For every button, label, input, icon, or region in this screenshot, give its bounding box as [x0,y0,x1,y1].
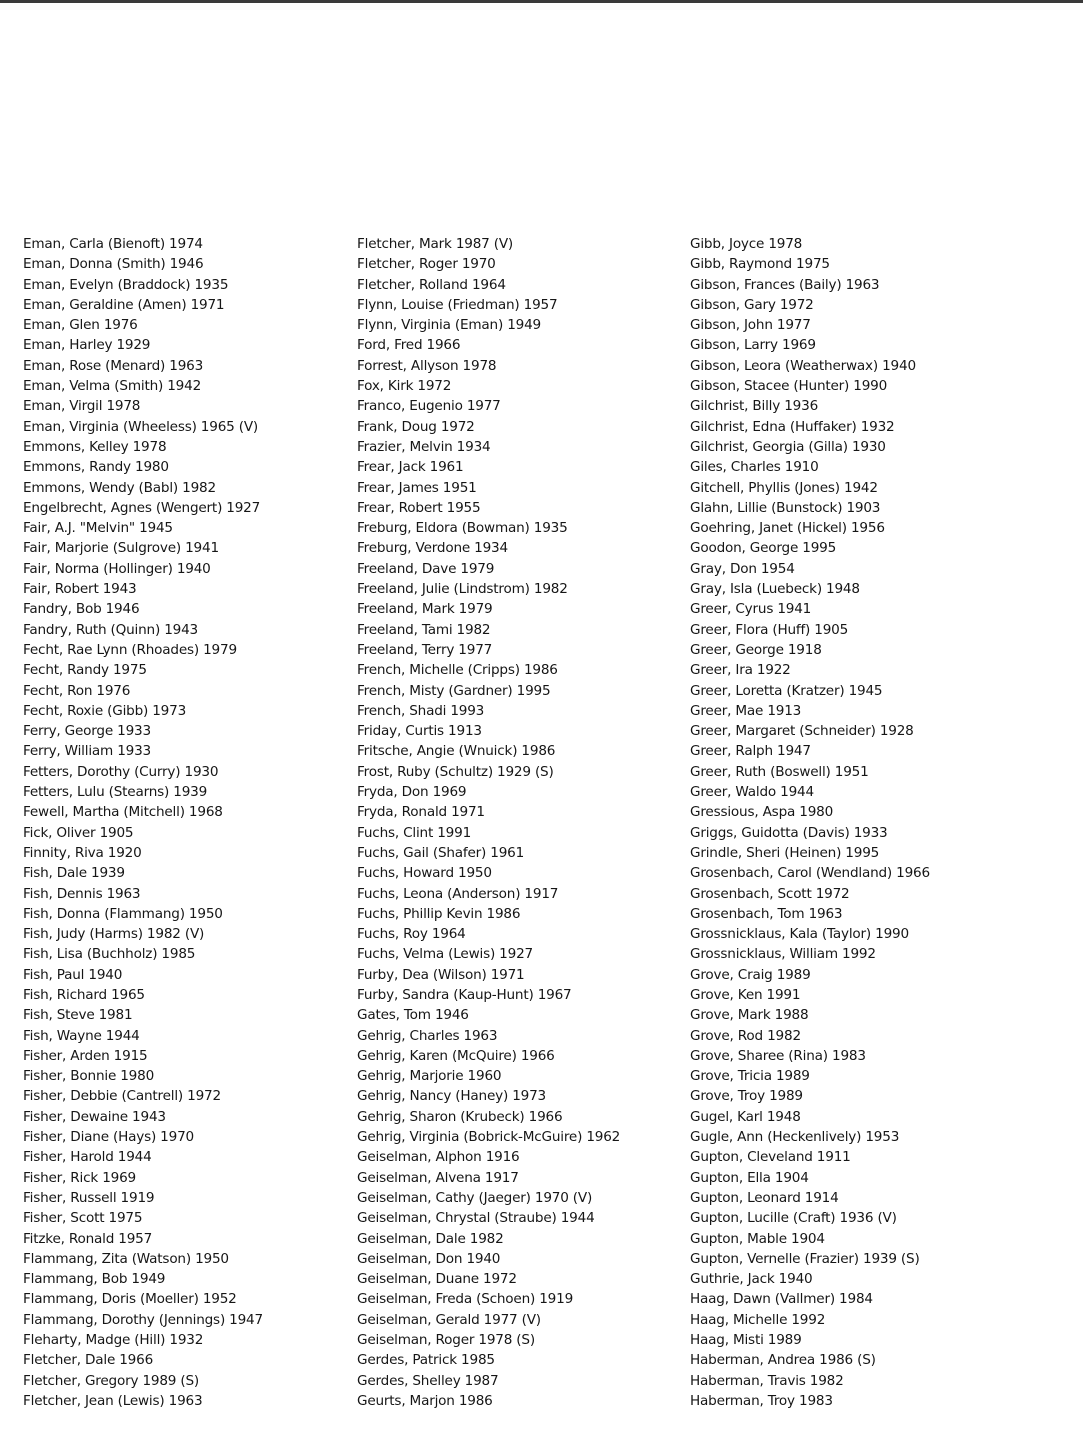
name-entry: French, Shadi 1993 [357,702,485,719]
name-entry: Fisher, Russell 1919 [23,1189,155,1206]
name-entry: Frear, James 1951 [357,479,477,496]
name-entry: Fletcher, Jean (Lewis) 1963 [23,1392,203,1409]
name-entry: Gibson, Stacee (Hunter) 1990 [690,378,888,395]
name-entry: Flynn, Louise (Friedman) 1957 [357,296,558,313]
name-entry: Eman, Carla (Bienoft) 1974 [23,236,203,252]
name-entry: Fish, Steve 1981 [23,1007,133,1024]
name-entry: Eman, Donna (Smith) 1946 [23,256,204,273]
name-entry: Fisher, Arden 1915 [23,1047,148,1064]
name-entry: Fryda, Don 1969 [357,784,467,801]
name-entry: Grosenbach, Tom 1963 [690,905,843,922]
name-entry: Grossnicklaus, Kala (Taylor) 1990 [690,926,909,943]
name-entry: Fewell, Martha (Mitchell) 1968 [23,804,223,821]
name-entry: Griggs, Guidotta (Davis) 1933 [690,824,888,841]
name-entry: Fecht, Rae Lynn (Rhoades) 1979 [23,641,237,658]
name-entry: Gibson, Frances (Baily) 1963 [690,276,880,293]
name-entry: Grosenbach, Carol (Wendland) 1966 [690,865,930,882]
name-entry: Emmons, Kelley 1978 [23,438,167,455]
name-entry: Geurts, Marjon 1986 [357,1392,493,1409]
name-entry: Fletcher, Mark 1987 (V) [357,236,514,252]
name-entry: Freeland, Terry 1977 [357,641,493,658]
name-entry: Fletcher, Gregory 1989 (S) [23,1372,200,1389]
name-entry: Giles, Charles 1910 [690,459,819,476]
name-entry: Geiselman, Chrystal (Straube) 1944 [357,1210,595,1227]
name-entry: Gugle, Ann (Heckenlively) 1953 [690,1129,900,1146]
name-entry: Gates, Tom 1946 [357,1007,469,1024]
name-entry: Greer, Loretta (Kratzer) 1945 [690,682,883,699]
name-entry: Haag, Dawn (Vallmer) 1984 [690,1291,873,1308]
name-column-2 [357,234,620,1411]
name-entry: Gehrig, Marjorie 1960 [357,1068,502,1085]
name-entry: Fecht, Roxie (Gibb) 1973 [23,702,187,719]
name-entry: Geiselman, Dale 1982 [357,1230,504,1247]
name-entry: Grove, Troy 1989 [690,1088,803,1105]
name-entry: Fuchs, Howard 1950 [357,865,492,882]
name-entry: French, Michelle (Cripps) 1986 [357,662,558,679]
name-entry: Gugel, Karl 1948 [690,1108,801,1125]
name-entry: Geiselman, Roger 1978 (S) [357,1332,535,1349]
name-entry: Greer, Ruth (Boswell) 1951 [690,763,869,780]
name-entry: Gray, Isla (Luebeck) 1948 [690,581,860,598]
name-entry: Fuchs, Roy 1964 [357,926,466,943]
name-entry: Guthrie, Jack 1940 [690,1271,813,1288]
name-entry: Freeland, Mark 1979 [357,601,493,618]
name-entry: Gupton, Mable 1904 [690,1230,825,1247]
name-entry: Engelbrecht, Agnes (Wengert) 1927 [23,499,261,516]
name-entry: Grove, Ken 1991 [690,986,801,1003]
name-entry: Frazier, Melvin 1934 [357,438,491,455]
name-entry: Forrest, Allyson 1978 [357,357,497,374]
name-entry: Fryda, Ronald 1971 [357,804,485,821]
name-entry: Geiselman, Freda (Schoen) 1919 [357,1291,574,1308]
name-entry: Eman, Virginia (Wheeless) 1965 (V) [23,418,259,435]
name-entry: Fandry, Ruth (Quinn) 1943 [23,621,198,638]
name-entry: Gibson, John 1977 [690,317,811,334]
name-entry: Fitzke, Ronald 1957 [23,1230,153,1247]
name-entry: Greer, George 1918 [690,641,822,658]
name-entry: Haag, Michelle 1992 [690,1311,826,1328]
name-entry: Flammang, Bob 1949 [23,1271,166,1288]
name-entry: Gilchrist, Billy 1936 [690,398,819,415]
name-entry: Emmons, Wendy (Babl) 1982 [23,479,216,496]
name-entry: Gilchrist, Georgia (Gilla) 1930 [690,438,886,455]
name-entry: Frank, Doug 1972 [357,418,475,435]
name-entry: Gerdes, Shelley 1987 [357,1372,499,1389]
name-entry: Freeland, Tami 1982 [357,621,491,638]
name-entry: Eman, Rose (Menard) 1963 [23,357,204,374]
name-entry: Grove, Rod 1982 [690,1027,801,1044]
name-entry: Haberman, Andrea 1986 (S) [690,1352,876,1369]
name-entry: Ferry, George 1933 [23,723,151,740]
name-entry: Gitchell, Phyllis (Jones) 1942 [690,479,878,496]
name-entry: Fleharty, Madge (Hill) 1932 [23,1332,204,1349]
name-entry: Greer, Ralph 1947 [690,743,811,760]
name-entry: Freburg, Eldora (Bowman) 1935 [357,520,568,537]
name-entry: Fair, Robert 1943 [23,581,137,598]
name-entry: Gupton, Cleveland 1911 [690,1149,851,1166]
name-entry: Frost, Ruby (Schultz) 1929 (S) [357,763,554,780]
name-entry: Eman, Harley 1929 [23,337,151,354]
name-entry: Grindle, Sheri (Heinen) 1995 [690,844,880,861]
name-entry: Gibb, Raymond 1975 [690,256,830,273]
name-entry: Greer, Waldo 1944 [690,784,814,801]
name-entry: Flammang, Doris (Moeller) 1952 [23,1291,237,1308]
name-entry: Gupton, Vernelle (Frazier) 1939 (S) [690,1250,920,1267]
name-entry: Haag, Misti 1989 [690,1332,802,1349]
name-entry: Geiselman, Alvena 1917 [357,1169,519,1186]
name-entry: Fisher, Bonnie 1980 [23,1068,155,1085]
name-entry: Fish, Donna (Flammang) 1950 [23,905,223,922]
name-entry: Friday, Curtis 1913 [357,723,482,740]
name-entry: Gibson, Larry 1969 [690,337,816,354]
top-edge-rule [0,0,1083,3]
name-entry: Geiselman, Gerald 1977 (V) [357,1311,541,1328]
name-entry: Fair, Norma (Hollinger) 1940 [23,560,211,577]
name-entry: Grove, Tricia 1989 [690,1068,810,1085]
name-entry: Greer, Ira 1922 [690,662,791,679]
name-entry: Fish, Paul 1940 [23,966,123,983]
name-entry: Grove, Sharee (Rina) 1983 [690,1047,866,1064]
name-entry: Gilchrist, Edna (Huffaker) 1932 [690,418,895,435]
name-entry: Fish, Wayne 1944 [23,1027,140,1044]
name-entry: Greer, Mae 1913 [690,702,802,719]
name-entry: Emmons, Randy 1980 [23,459,169,476]
name-entry: Fish, Richard 1965 [23,986,145,1003]
name-entry: Frear, Jack 1961 [357,459,464,476]
name-entry: Fetters, Dorothy (Curry) 1930 [23,763,219,780]
name-entry: Grossnicklaus, William 1992 [690,946,876,963]
name-entry: Fair, Marjorie (Sulgrove) 1941 [23,540,219,557]
name-entry: Fuchs, Leona (Anderson) 1917 [357,885,559,902]
name-entry: Gupton, Lucille (Craft) 1936 (V) [690,1210,897,1227]
name-entry: Freeland, Julie (Lindstrom) 1982 [357,581,568,598]
name-entry: Fandry, Bob 1946 [23,601,140,618]
name-entry: Fuchs, Phillip Kevin 1986 [357,905,521,922]
name-entry: Fisher, Rick 1969 [23,1169,136,1186]
name-entry: Fletcher, Rolland 1964 [357,276,506,293]
name-column-3 [690,234,930,1411]
name-entry: Fisher, Dewaine 1943 [23,1108,166,1125]
name-entry: Gray, Don 1954 [690,560,795,577]
name-entry: Fisher, Debbie (Cantrell) 1972 [23,1088,221,1105]
name-entry: Fuchs, Velma (Lewis) 1927 [357,946,533,963]
name-entry: Gehrig, Virginia (Bobrick-McGuire) 1962 [357,1129,621,1146]
name-entry: Greer, Cyrus 1941 [690,601,812,618]
name-entry: Eman, Velma (Smith) 1942 [23,378,202,395]
name-entry: Haberman, Troy 1983 [690,1392,833,1409]
name-entry: Fish, Dale 1939 [23,865,125,882]
name-entry: Geiselman, Don 1940 [357,1250,501,1267]
name-entry: Haberman, Travis 1982 [690,1372,844,1389]
name-column-1 [23,234,263,1411]
name-entry: Flynn, Virginia (Eman) 1949 [357,317,541,334]
name-entry: Gehrig, Sharon (Krubeck) 1966 [357,1108,563,1125]
name-entry: Fish, Dennis 1963 [23,885,141,902]
name-entry: Franco, Eugenio 1977 [357,398,501,415]
name-entry: Fox, Kirk 1972 [357,378,452,395]
name-entry: Greer, Margaret (Schneider) 1928 [690,723,914,740]
name-entry: Frear, Robert 1955 [357,499,481,516]
name-entry: Fisher, Scott 1975 [23,1210,143,1227]
name-entry: Ferry, William 1933 [23,743,152,760]
name-entry: Grove, Craig 1989 [690,966,811,983]
name-entry: Gibson, Gary 1972 [690,296,814,313]
name-entry: Gehrig, Nancy (Haney) 1973 [357,1088,547,1105]
name-entry: Freburg, Verdone 1934 [357,540,508,557]
name-entry: Fisher, Harold 1944 [23,1149,152,1166]
name-entry: Gupton, Ella 1904 [690,1169,809,1186]
name-entry: Goodon, George 1995 [690,540,837,557]
name-entry: Furby, Sandra (Kaup-Hunt) 1967 [357,986,572,1003]
name-entry: Gressious, Aspa 1980 [690,804,834,821]
name-entry: Fisher, Diane (Hays) 1970 [23,1129,194,1146]
name-entry: Flammang, Zita (Watson) 1950 [23,1250,229,1267]
name-entry: Eman, Geraldine (Amen) 1971 [23,296,225,313]
name-entry: Gehrig, Karen (McQuire) 1966 [357,1047,555,1064]
name-entry: Gibb, Joyce 1978 [690,236,803,252]
name-entry: Fick, Oliver 1905 [23,824,134,841]
name-entry: Fletcher, Roger 1970 [357,256,496,273]
name-entry: Gehrig, Charles 1963 [357,1027,498,1044]
name-entry: Ford, Fred 1966 [357,337,461,354]
name-entry: Grosenbach, Scott 1972 [690,885,850,902]
name-entry: Gupton, Leonard 1914 [690,1189,839,1206]
name-entry: Fecht, Randy 1975 [23,662,147,679]
name-entry: Fetters, Lulu (Stearns) 1939 [23,784,208,801]
name-entry: Finnity, Riva 1920 [23,844,142,861]
name-entry: Geiselman, Cathy (Jaeger) 1970 (V) [357,1189,593,1206]
name-entry: Fuchs, Gail (Shafer) 1961 [357,844,525,861]
name-entry: Fletcher, Dale 1966 [23,1352,154,1369]
name-entry: Fish, Judy (Harms) 1982 (V) [23,926,205,943]
name-entry: Grove, Mark 1988 [690,1007,809,1024]
name-entry: Eman, Evelyn (Braddock) 1935 [23,276,229,293]
name-entry: Geiselman, Alphon 1916 [357,1149,520,1166]
name-entry: Glahn, Lillie (Bunstock) 1903 [690,499,881,516]
name-entry: Fair, A.J. "Melvin" 1945 [23,520,173,537]
name-entry: Fish, Lisa (Buchholz) 1985 [23,946,196,963]
name-entry: Furby, Dea (Wilson) 1971 [357,966,525,983]
name-entry: Gibson, Leora (Weatherwax) 1940 [690,357,916,374]
name-entry: Freeland, Dave 1979 [357,560,495,577]
name-entry: Goehring, Janet (Hickel) 1956 [690,520,885,537]
name-entry: Flammang, Dorothy (Jennings) 1947 [23,1311,263,1328]
name-entry: Fritsche, Angie (Wnuick) 1986 [357,743,556,760]
name-entry: Geiselman, Duane 1972 [357,1271,517,1288]
name-entry: Eman, Glen 1976 [23,317,138,334]
name-entry: Gerdes, Patrick 1985 [357,1352,495,1369]
name-entry: Fecht, Ron 1976 [23,682,131,699]
name-entry: Eman, Virgil 1978 [23,398,141,415]
name-entry: Greer, Flora (Huff) 1905 [690,621,849,638]
name-entry: French, Misty (Gardner) 1995 [357,682,551,699]
name-entry: Fuchs, Clint 1991 [357,824,472,841]
